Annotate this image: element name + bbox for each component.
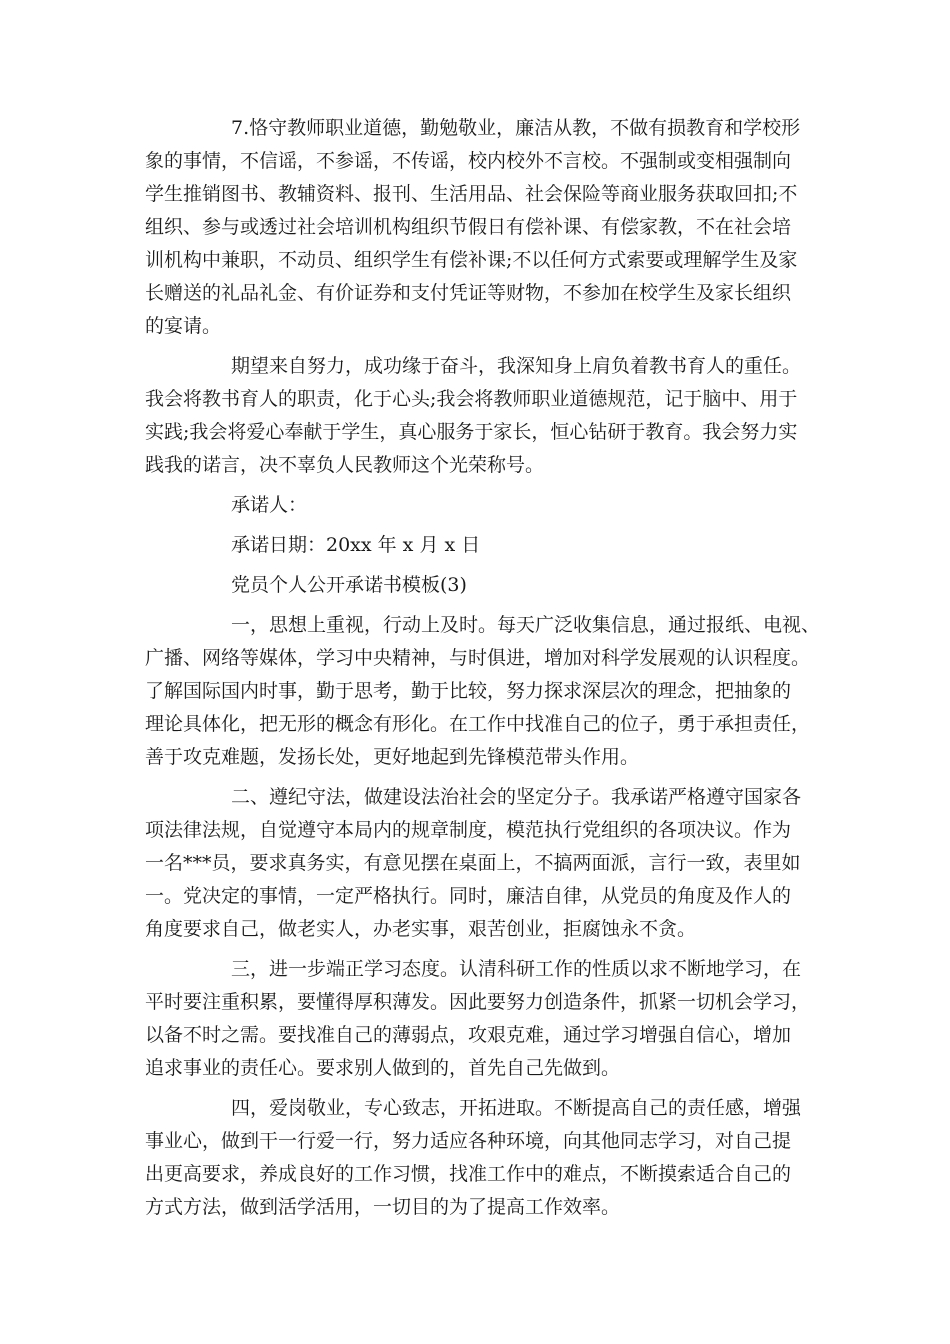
text-line: 一名***员，要求真务实，有意见摆在桌面上，不搞两面派，言行一致，表里如 <box>145 852 801 874</box>
promisor-line <box>145 489 810 522</box>
paragraph-gap <box>145 1085 810 1092</box>
text-line: 四，爱岗敬业，专心致志，开拓进取。不断提高自己的责任感，增强 <box>231 1097 802 1119</box>
paragraph-point-one <box>145 609 821 774</box>
text-line: 事业心，做到干一行爱一行，努力适应各种环境，向其他同志学习，对自己提 <box>145 1130 792 1152</box>
section-title <box>145 569 810 602</box>
document-page <box>145 112 821 1224</box>
text-line: 组织、参与或透过社会培训机构组织节假日有偿补课、有偿家教，不在社会培 <box>145 216 792 238</box>
paragraph-gap <box>145 482 810 489</box>
text-line: 方式方法，做到活学活用，一切目的为了提高工作效率。 <box>145 1196 621 1218</box>
paragraph-gap <box>145 522 810 529</box>
text-line: 承诺日期：20xx 年 x 月 x 日 <box>231 534 481 556</box>
text-line: 理论具体化，把无形的概念有形化。在工作中找准自己的位子，勇于承担责任， <box>145 713 811 735</box>
paragraph-gap <box>145 774 810 781</box>
text-line: 象的事情，不信谣，不参谣，不传谣，校内校外不言校。不强制或变相强制向 <box>145 150 792 172</box>
paragraph-gap <box>145 562 810 569</box>
text-line: 一。党决定的事情，一定严格执行。同时，廉洁自律，从党员的角度及作人的 <box>145 885 792 907</box>
text-line: 党员个人公开承诺书模板(3) <box>231 574 467 596</box>
text-line: 追求事业的责任心。要求别人做到的，首先自己先做到。 <box>145 1057 621 1079</box>
text-line: 一，思想上重视，行动上及时。每天广泛收集信息，通过报纸、电视、 <box>231 614 821 636</box>
paragraph-point-three <box>145 953 810 1085</box>
paragraph-gap <box>145 946 810 953</box>
text-line: 训机构中兼职，不动员、组织学生有偿补课;不以任何方式索要或理解学生及家 <box>145 249 798 271</box>
text-line: 三，进一步端正学习态度。认清科研工作的性质以求不断地学习，在 <box>231 958 802 980</box>
text-line: 学生推销图书、教辅资料、报刊、生活用品、社会保险等商业服务获取回扣;不 <box>145 183 798 205</box>
text-line: 平时要注重积累，要懂得厚积薄发。因此要努力创造条件，抓紧一切机会学习， <box>145 991 811 1013</box>
text-line: 承诺人： <box>231 494 308 516</box>
text-line: 二、遵纪守法，做建设法治社会的坚定分子。我承诺严格遵守国家各 <box>231 786 802 808</box>
text-line: 我会将教书育人的职责，化于心头;我会将教师职业道德规范，记于脑中、用于 <box>145 388 798 410</box>
text-line: 期望来自努力，成功缘于奋斗，我深知身上肩负着教书育人的重任。 <box>231 355 802 377</box>
promise-date-line <box>145 529 810 562</box>
paragraph-point-four <box>145 1092 810 1224</box>
paragraph-point-two <box>145 781 810 946</box>
paragraph-gap <box>145 343 810 350</box>
text-line: 了解国际国内时事，勤于思考，勤于比较，努力探求深层次的理念，把抽象的 <box>145 680 792 702</box>
paragraph-teacher-ethics <box>145 112 810 343</box>
text-line: 善于攻克难题，发扬长处，更好地起到先锋模范带头作用。 <box>145 746 640 768</box>
text-line: 7.恪守教师职业道德，勤勉敬业，廉洁从教，不做有损教育和学校形 <box>231 117 801 139</box>
text-line: 践我的诺言，决不辜负人民教师这个光荣称号。 <box>145 454 545 476</box>
text-line: 角度要求自己，做老实人，办老实事，艰苦创业，拒腐蚀永不贪。 <box>145 918 697 940</box>
text-line: 项法律法规，自觉遵守本局内的规章制度，模范执行党组织的各项决议。作为 <box>145 819 792 841</box>
text-line: 广播、网络等媒体，学习中央精神，与时俱进，增加对科学发展观的认识程度。 <box>145 647 811 669</box>
text-line: 长赠送的礼品礼金、有价证券和支付凭证等财物，不参加在校学生及家长组织 <box>145 282 792 304</box>
paragraph-commitment <box>145 350 810 482</box>
text-line: 出更高要求，养成良好的工作习惯，找准工作中的难点，不断摸索适合自己的 <box>145 1163 792 1185</box>
text-line: 的宴请。 <box>145 315 222 337</box>
paragraph-gap <box>145 602 810 609</box>
text-line: 以备不时之需。要找准自己的薄弱点，攻艰克难，通过学习增强自信心，增加 <box>145 1024 792 1046</box>
text-line: 实践;我会将爱心奉献于学生，真心服务于家长，恒心钻研于教育。我会努力实 <box>145 421 798 443</box>
